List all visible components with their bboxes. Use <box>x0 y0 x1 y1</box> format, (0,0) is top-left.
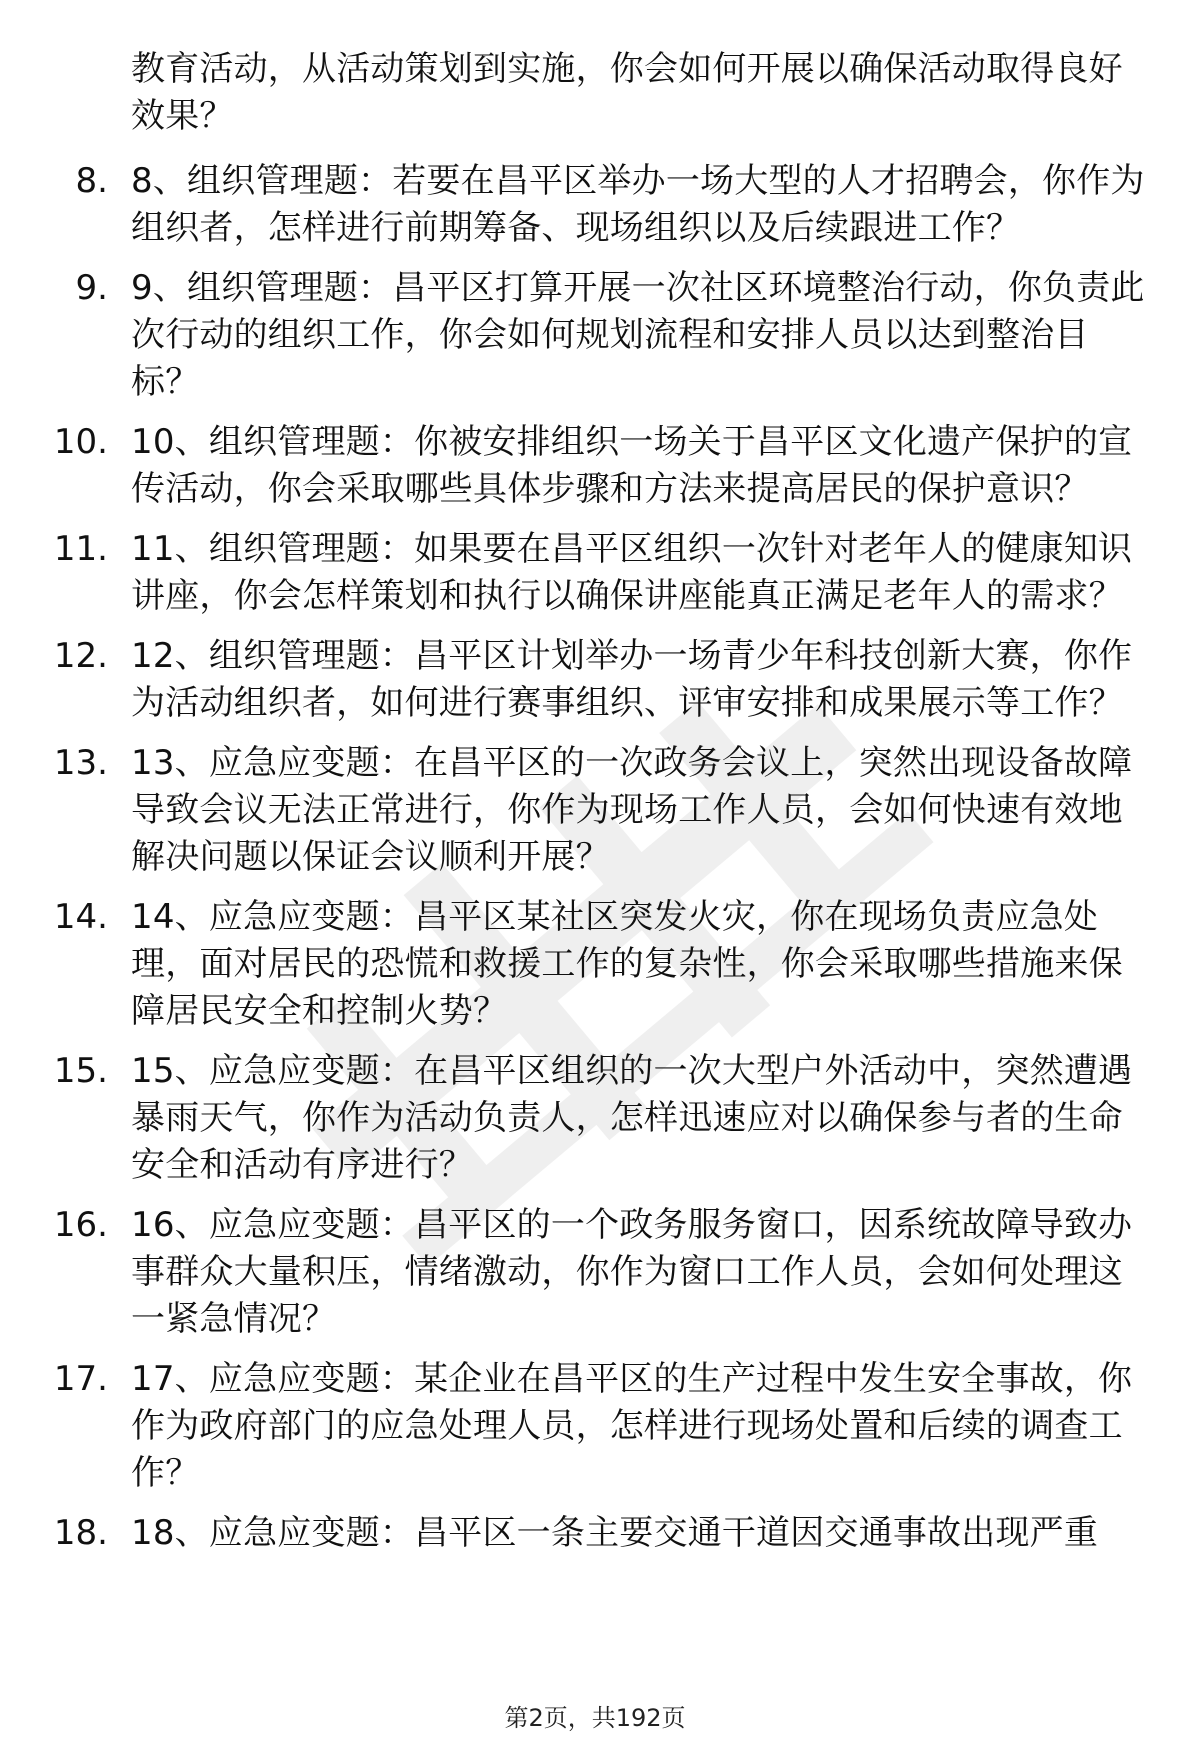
question-number: 14. <box>53 897 108 937</box>
question-text: 18、应急应变题：昌平区一条主要交通干道因交通事故出现严重 <box>131 1513 1099 1553</box>
page-footer: 第2页，共192页 <box>504 1704 686 1732</box>
question-text: 10、组织管理题：你被安排组织一场关于昌平区文化遗产保护的宣传活动，你会采取哪些具体步骤和方法来提高居民的保护意识？ <box>131 422 1133 509</box>
question-text: 9、组织管理题：昌平区打算开展一次社区环境整治行动，你负责此次行动的组织工作，你会如何规划流程和安排人员以达到整治目标？ <box>131 268 1145 402</box>
question-item <box>0 1510 1190 1557</box>
question-item <box>0 894 1190 1035</box>
question-item <box>0 1048 1190 1189</box>
question-number: 13. <box>53 743 108 783</box>
question-list <box>0 158 1190 1570</box>
question-number: 8. <box>75 161 108 201</box>
question-item <box>0 1356 1190 1497</box>
question-item <box>0 633 1190 727</box>
question-text: 14、应急应变题：昌平区某社区突发火灾，你在现场负责应急处理，面对居民的恐慌和救援工作的复杂性，你会采取哪些措施来保障居民安全和控制火势？ <box>131 897 1123 1031</box>
question-text: 16、应急应变题：昌平区的一个政务服务窗口，因系统故障导致办事群众大量积压，情绪激动，你作为窗口工作人员，会如何处理这一紧急情况？ <box>131 1205 1133 1339</box>
question-text: 12、组织管理题：昌平区计划举办一场青少年科技创新大赛，你作为活动组织者，如何进行赛事组织、评审安排和成果展示等工作？ <box>131 636 1133 723</box>
question-item <box>0 740 1190 881</box>
question-item <box>0 419 1190 513</box>
question-number: 11. <box>53 529 108 569</box>
question-text: 8、组织管理题：若要在昌平区举办一场大型的人才招聘会，你作为组织者，怎样进行前期筹备、现场组织以及后续跟进工作？ <box>131 161 1145 248</box>
question-number: 17. <box>53 1359 108 1399</box>
question-text: 11、组织管理题：如果要在昌平区组织一次针对老年人的健康知识讲座，你会怎样策划和执行以确保讲座能真正满足老年人的需求？ <box>131 529 1133 616</box>
question-item <box>0 265 1190 406</box>
continuation-paragraph: 教育活动，从活动策划到实施，你会如何开展以确保活动取得良好效果？ <box>131 49 1123 136</box>
question-item <box>0 1202 1190 1343</box>
question-number: 9. <box>75 268 108 308</box>
question-number: 15. <box>53 1051 108 1091</box>
question-item <box>0 526 1190 620</box>
question-number: 18. <box>53 1513 108 1553</box>
question-item <box>0 158 1190 252</box>
question-text: 17、应急应变题：某企业在昌平区的生产过程中发生安全事故，你作为政府部门的应急处理人员，怎样进行现场处置和后续的调查工作？ <box>131 1359 1133 1493</box>
question-number: 12. <box>53 636 108 676</box>
question-number: 16. <box>53 1205 108 1245</box>
question-text: 13、应急应变题：在昌平区的一次政务会议上，突然出现设备故障导致会议无法正常进行，你作为现场工作人员，会如何快速有效地解决问题以保证会议顺利开展？ <box>131 743 1133 877</box>
question-number: 10. <box>53 422 108 462</box>
question-text: 15、应急应变题：在昌平区组织的一次大型户外活动中，突然遭遇暴雨天气，你作为活动负责人，怎样迅速应对以确保参与者的生命安全和活动有序进行？ <box>131 1051 1133 1185</box>
